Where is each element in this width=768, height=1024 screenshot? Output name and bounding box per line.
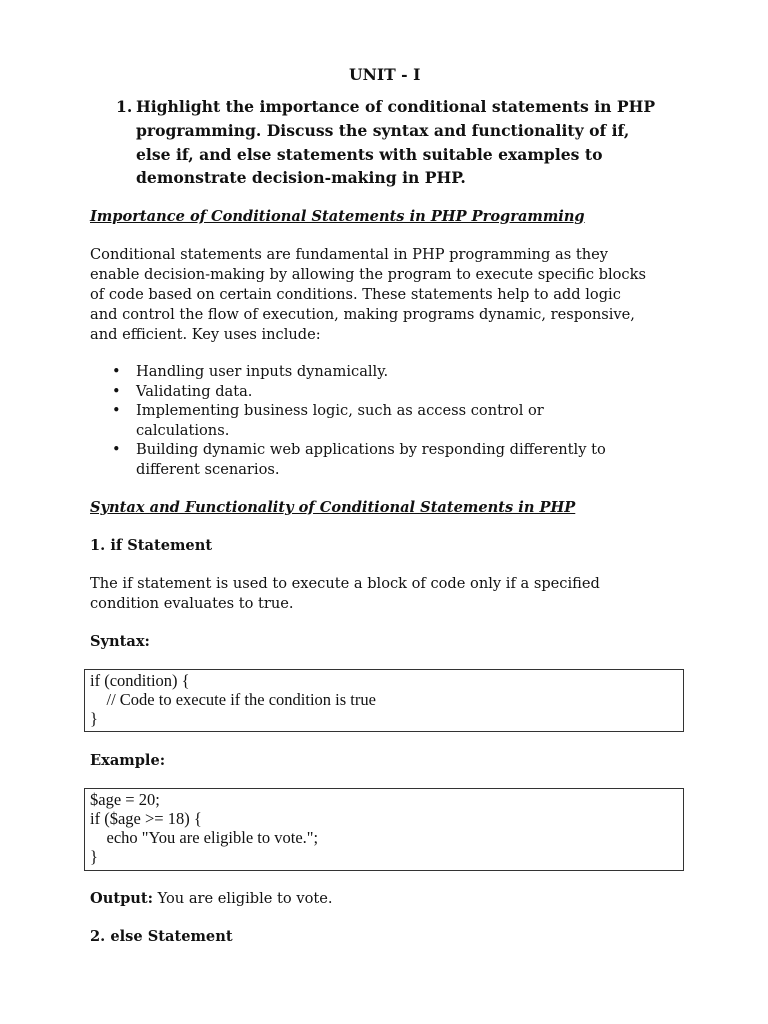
example-label: Example: xyxy=(90,752,166,769)
bullet-icon: • xyxy=(112,402,121,419)
bullet-icon: • xyxy=(112,383,121,400)
output-text: You are eligible to vote. xyxy=(153,890,333,907)
paragraph-line: of code based on certain conditions. These statements help to add logic xyxy=(90,286,621,303)
code-line: $age = 20; xyxy=(90,790,160,809)
code-line: if ($age >= 18) { xyxy=(90,809,202,828)
code-line: } xyxy=(90,709,98,728)
paragraph-line: enable decision-making by allowing the program to execute specific blocks xyxy=(90,266,646,283)
bullet-item: Validating data. xyxy=(136,383,253,400)
subheading: 2. else Statement xyxy=(90,928,233,945)
bullet-item: different scenarios. xyxy=(136,461,280,478)
bullet-icon: • xyxy=(112,441,121,458)
output-label: Output: xyxy=(90,890,154,907)
code-line: echo "You are eligible to vote."; xyxy=(90,828,319,847)
bullet-icon: • xyxy=(112,363,121,380)
code-line: // Code to execute if the condition is true xyxy=(90,690,376,709)
example-code-box xyxy=(84,788,684,871)
code-line: } xyxy=(90,847,98,866)
unit-title: UNIT - I xyxy=(349,65,421,84)
question-line: Highlight the importance of conditional statements in PHP xyxy=(136,97,656,116)
bullet-item: calculations. xyxy=(136,422,230,439)
bullet-item: Building dynamic web applications by responding differently to xyxy=(136,441,606,458)
question-line: programming. Discuss the syntax and functionality of if, xyxy=(136,121,630,140)
syntax-label: Syntax: xyxy=(90,633,150,650)
bullet-item: Implementing business logic, such as access control or xyxy=(136,402,544,419)
section-heading: Syntax and Functionality of Conditional Statements in PHP xyxy=(90,499,576,516)
syntax-code-box xyxy=(84,669,684,732)
section-heading: Importance of Conditional Statements in PHP Programming xyxy=(90,208,585,225)
paragraph-line: condition evaluates to true. xyxy=(90,595,294,612)
bullet-item: Handling user inputs dynamically. xyxy=(136,363,389,380)
question-line: else if, and else statements with suitable examples to xyxy=(136,145,603,164)
paragraph-line: The if statement is used to execute a block of code only if a specified xyxy=(90,575,600,592)
paragraph-line: and control the flow of execution, making programs dynamic, responsive, xyxy=(90,306,635,323)
paragraph-line: and efficient. Key uses include: xyxy=(90,326,321,343)
subheading: 1. if Statement xyxy=(90,537,213,554)
code-line: if (condition) { xyxy=(90,671,190,690)
paragraph-line: Conditional statements are fundamental in PHP programming as they xyxy=(90,246,608,263)
question-number: 1. xyxy=(116,97,133,116)
output-line xyxy=(90,889,333,909)
question-line: demonstrate decision-making in PHP. xyxy=(136,168,466,187)
